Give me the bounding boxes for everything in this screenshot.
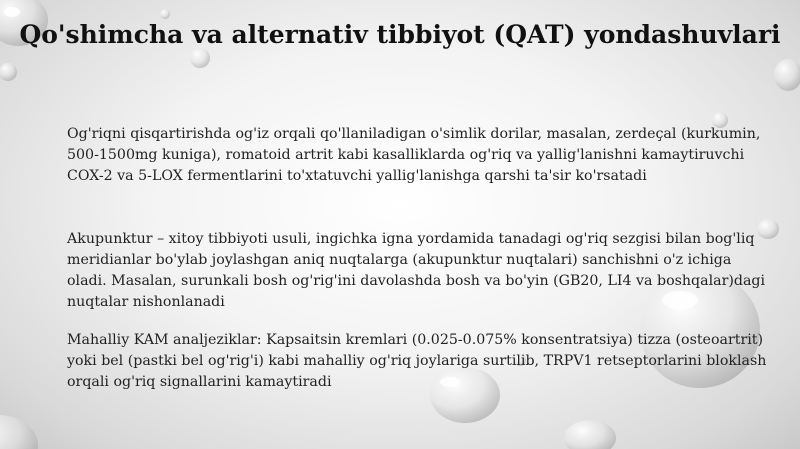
drop-right-top: [712, 59, 800, 128]
paragraph-topical-analgesics: Mahalliy KAM analjeziklar: Kapsaitsin kremlari (0.025-0.075% konsentratsiya) tizza (osteoartrit) yoki bel (pastki bel og'rig'i) kabi mahalliy og'riq joylariga surtilib, TRPV1 retseptorlarini bloklash orqali og'riq signallarini kamaytiradi: [67, 332, 767, 390]
drop-left-edge: [0, 415, 38, 449]
drop-bottom-right: [564, 420, 616, 449]
paragraph-acupuncture: Akupunktur – xitoy tibbiyoti usuli, ingichka igna yordamida tanadagi og'riq sezgisi bilan bog'liq meridianlar bo'ylab joylashgan aniq nuqtalarga (akupunktur nuqtalari) sanchishni o'z ichiga oladi. Masalan, surunkali bosh og'rig'ini davolashda bosh va bo'yin (GB20, LI4 va boshqalar)dagi nuqtalar nishonlanadi: [67, 231, 766, 310]
paragraph-herbal-remedies: Og'riqni qisqartirishda og'iz orqali qo'llaniladigan o'simlik dorilar, masalan, zerdeçal (kurkumin, 500-1500mg kuniga), romatoid artrit kabi kasalliklarda og'riq va yallig'lanishni kamaytiruvchi COX-2 va 5-LOX fermentlarini to'xtatuvchi yallig'lanishga qarshi ta'sir ko'rsatadi: [67, 126, 761, 184]
slide-title: Qo'shimcha va alternativ tibbiyot (QAT) yondashuvlari: [19, 20, 781, 49]
drop-left-small: [0, 63, 17, 81]
